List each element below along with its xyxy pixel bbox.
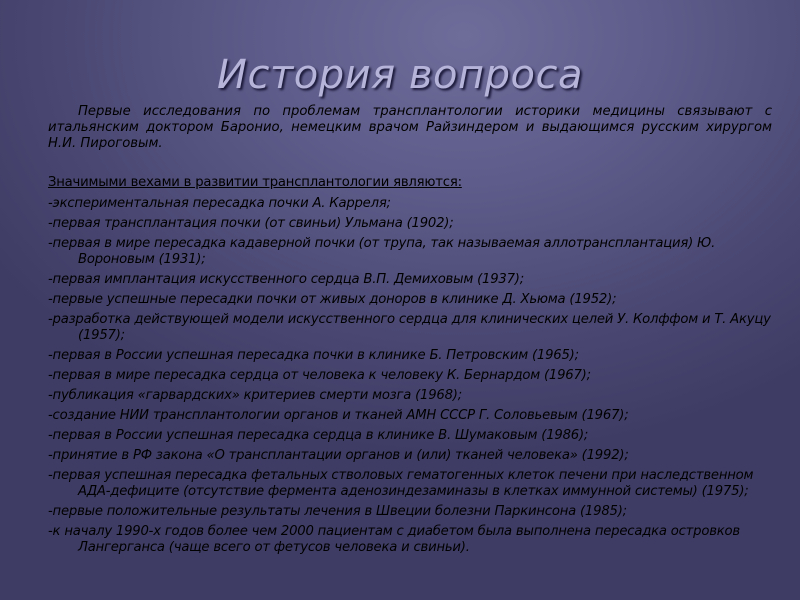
milestone-item: -первая в мире пересадка сердца от человека к человеку К. Бернардом (1967); bbox=[48, 368, 591, 383]
milestone-item: -разработка действующей модели искусственного сердца для клинических целей У. Колффом и Т. Акуцу (1957); bbox=[48, 312, 771, 343]
milestone-item: -первая успешная пересадка фетальных стволовых гематогенных клеток печени при наследственном АДА-дефиците (отсутствие фермента аденозиндезаминазы в клетках иммунной системы) (1975); bbox=[48, 468, 754, 499]
milestone-item: -публикация «гарвардских» критериев смерти мозга (1968); bbox=[48, 388, 462, 403]
intro-paragraph: Первые исследования по проблемам трансплантологии историки медицины связывают с итальянским доктором Баронио, немецким врачом Райзиндером и выдающимся русским хирургом Н.И. Пироговым. bbox=[48, 104, 772, 151]
milestones-heading: Значимыми вехами в развитии трансплантологии являются: bbox=[48, 175, 462, 190]
milestone-item: -первые успешные пересадки почки от живых доноров в клинике Д. Хьюма (1952); bbox=[48, 292, 617, 307]
milestones-list bbox=[48, 196, 772, 560]
milestone-item: -первая имплантация искусственного сердца В.П. Демиховым (1937); bbox=[48, 272, 524, 287]
milestone-item: -к началу 1990-х годов более чем 2000 пациентам с диабетом была выполнена пересадка островков Лангерганса (чаще всего от фетусов человека и свиньи). bbox=[48, 524, 740, 555]
milestone-item: -первая в мире пересадка кадаверной почки (от трупа, так называемая аллотрансплантация) Ю. Вороновым (1931); bbox=[48, 236, 716, 267]
milestone-item: -экспериментальная пересадка почки А. Карреля; bbox=[48, 196, 391, 211]
milestone-item: -принятие в РФ закона «О трансплантации органов и (или) тканей человека» (1992); bbox=[48, 448, 629, 463]
slide-title: История вопроса bbox=[217, 52, 583, 98]
milestone-item: -создание НИИ трансплантологии органов и тканей АМН СССР Г. Соловьевым (1967); bbox=[48, 408, 629, 423]
milestone-item: -первая в России успешная пересадка сердца в клинике В. Шумаковым (1986); bbox=[48, 428, 589, 443]
milestone-item: -первая трансплантация почки (от свиньи) Ульмана (1902); bbox=[48, 216, 454, 231]
milestone-item: -первые положительные результаты лечения в Швеции болезни Паркинсона (1985); bbox=[48, 504, 627, 519]
milestone-item: -первая в России успешная пересадка почки в клинике Б. Петровским (1965); bbox=[48, 348, 579, 363]
